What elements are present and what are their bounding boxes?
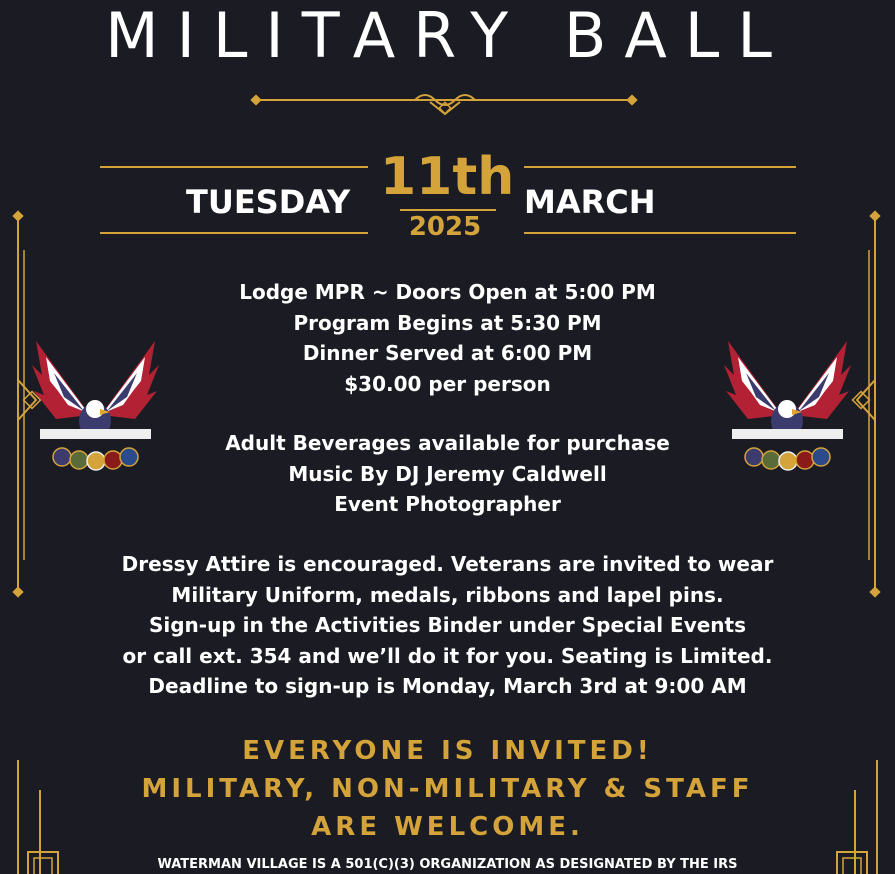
year-label: 2025 <box>408 212 482 242</box>
notes-line: Deadline to sign-up is Monday, March 3rd at 9:00 AM <box>148 674 747 698</box>
bottom-right-corner-ornament <box>823 760 883 874</box>
month-label: MARCH <box>524 183 656 221</box>
eagle-flag-emblem-icon <box>720 335 855 475</box>
day-label: 11th <box>380 147 515 207</box>
schedule-line: Lodge MPR ~ Doors Open at 5:00 PM <box>239 280 656 304</box>
notes-line: Dressy Attire is encouraged. Veterans are invited to wear <box>121 552 774 576</box>
notes-line: or call ext. 354 and we’ll do it for you. Seating is Limited. <box>122 643 773 668</box>
bottom-left-corner-ornament <box>12 760 72 874</box>
invite-line: EVERYONE IS INVITED! <box>242 736 653 766</box>
invite-block <box>0 732 895 846</box>
eagle-flag-emblem-icon <box>28 335 163 475</box>
weekday-label: TUESDAY <box>186 183 351 221</box>
extras-line: Event Photographer <box>334 492 561 516</box>
footer-note: WATERMAN VILLAGE IS A 501(C)(3) ORGANIZATION AS DESIGNATED BY THE IRS <box>157 857 738 872</box>
title-ornament <box>250 88 640 118</box>
notes-line: Sign-up in the Activities Binder under Special Events <box>148 613 746 637</box>
invite-line: MILITARY, NON-MILITARY & STAFF <box>141 774 754 804</box>
extras-line: Adult Beverages available for purchase <box>225 431 670 455</box>
extras-line: Music By DJ Jeremy Caldwell <box>288 461 607 486</box>
schedule-line: Dinner Served at 6:00 PM <box>302 341 593 365</box>
invite-line: ARE WELCOME. <box>311 812 584 842</box>
notes-line: Military Uniform, medals, ribbons and lapel pins. <box>171 582 724 607</box>
notes-block <box>0 549 895 702</box>
page-title: MILITARY BALL <box>105 0 790 72</box>
schedule-line: Program Begins at 5:30 PM <box>293 310 602 335</box>
schedule-line: $30.00 per person <box>344 371 551 396</box>
